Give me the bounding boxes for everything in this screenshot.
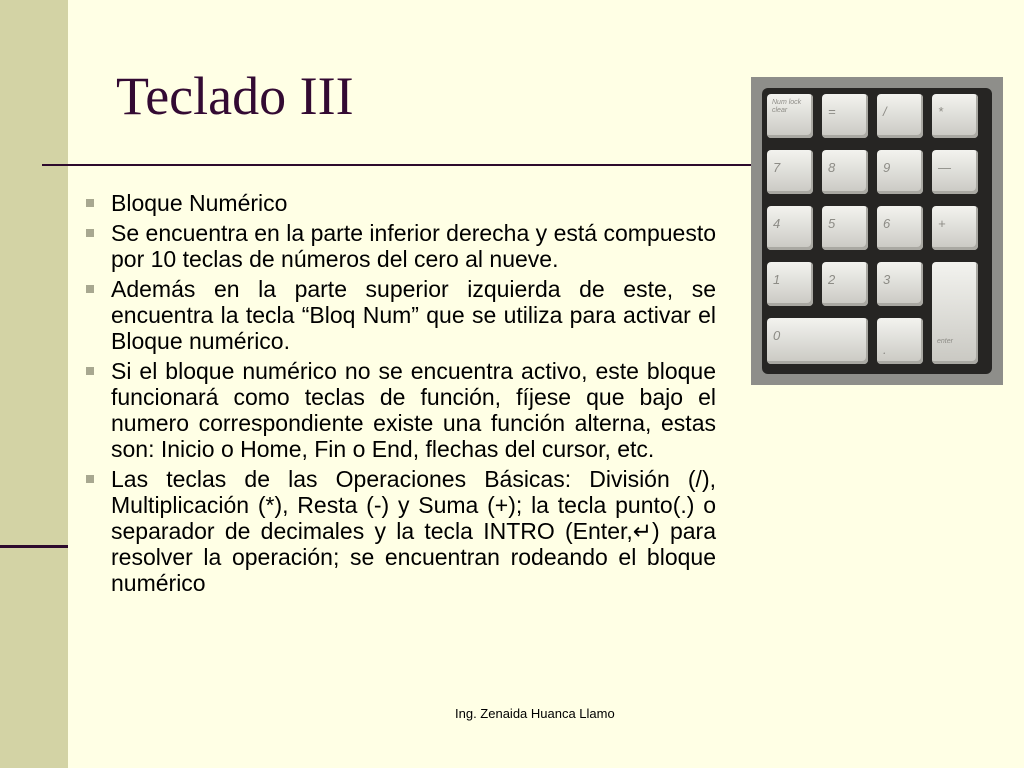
key-legend: / — [883, 104, 887, 119]
bullet-item — [86, 358, 716, 462]
square-bullet-icon — [86, 285, 94, 293]
key-legend: — — [938, 160, 951, 175]
bullet-text: Se encuentra en la parte inferior derecha y está compuesto por 10 teclas de números del cero al nueve. — [111, 220, 716, 272]
keypad-key-decimal — [877, 318, 923, 364]
numeric-keypad-photo — [751, 77, 1003, 385]
square-bullet-icon — [86, 229, 94, 237]
keypad-key-8 — [822, 150, 868, 194]
key-legend: 2 — [828, 272, 836, 287]
left-decorative-band — [0, 0, 68, 768]
bullet-item — [86, 276, 716, 354]
keypad-key-3 — [877, 262, 923, 306]
square-bullet-icon — [86, 199, 94, 207]
keypad-key-minus — [932, 150, 978, 194]
bullet-text: Si el bloque numérico no se encuentra activo, este bloque funcionará como teclas de función, fíjese que bajo el numero correspondiente existe una función alterna, estas son: Inicio o Home, Fin o End, flechas del cursor, etc. — [111, 358, 716, 462]
key-legend: 0 — [773, 328, 781, 343]
key-legend: 7 — [773, 160, 781, 175]
keypad-key-9 — [877, 150, 923, 194]
key-legend: + — [938, 216, 946, 231]
key-legend: * — [938, 104, 944, 119]
square-bullet-icon — [86, 367, 94, 375]
keypad-key-5 — [822, 206, 868, 250]
bullet-item — [86, 466, 716, 596]
band-accent-line — [0, 545, 68, 548]
slide-title: Teclado III — [116, 66, 354, 126]
key-legend: Num lock clear — [772, 99, 802, 114]
title-divider — [42, 164, 752, 166]
key-legend: 1 — [773, 272, 781, 287]
bullet-text: Además en la parte superior izquierda de este, se encuentra la tecla “Bloq Num” que se utiliza para activar el Bloque numérico. — [111, 276, 716, 354]
key-legend: 5 — [828, 216, 836, 231]
keypad-key-2 — [822, 262, 868, 306]
bullet-text: Las teclas de las Operaciones Básicas: División (/), Multiplicación (*), Resta (-) y Suma (+); la tecla punto(.) o separador de decimales y la tecla INTRO (Enter,↵) para resolver la operación; se encuentran rodeando el bloque numérico — [111, 466, 716, 596]
key-legend: . — [883, 342, 887, 357]
bullet-item — [86, 190, 716, 216]
bullet-list — [86, 190, 716, 600]
keypad-key-multiply — [932, 94, 978, 138]
keypad-key-4 — [767, 206, 813, 250]
keypad-key-divide — [877, 94, 923, 138]
key-legend: 3 — [883, 272, 891, 287]
keypad-key-0 — [767, 318, 868, 364]
key-legend: enter — [937, 338, 953, 345]
key-legend: 4 — [773, 216, 781, 231]
key-legend: 9 — [883, 160, 891, 175]
keypad-frame — [762, 88, 992, 374]
bullet-item — [86, 220, 716, 272]
keypad-key-plus — [932, 206, 978, 250]
keypad-key-6 — [877, 206, 923, 250]
keypad-key-numlock — [767, 94, 813, 138]
key-legend: 6 — [883, 216, 891, 231]
key-legend: 8 — [828, 160, 836, 175]
square-bullet-icon — [86, 475, 94, 483]
keypad-key-1 — [767, 262, 813, 306]
key-legend: = — [828, 104, 836, 119]
keypad-key-7 — [767, 150, 813, 194]
keypad-key-equals — [822, 94, 868, 138]
slide-footer: Ing. Zenaida Huanca Llamo — [455, 706, 615, 721]
keypad-key-enter — [932, 262, 978, 364]
bullet-text: Bloque Numérico — [111, 190, 288, 216]
